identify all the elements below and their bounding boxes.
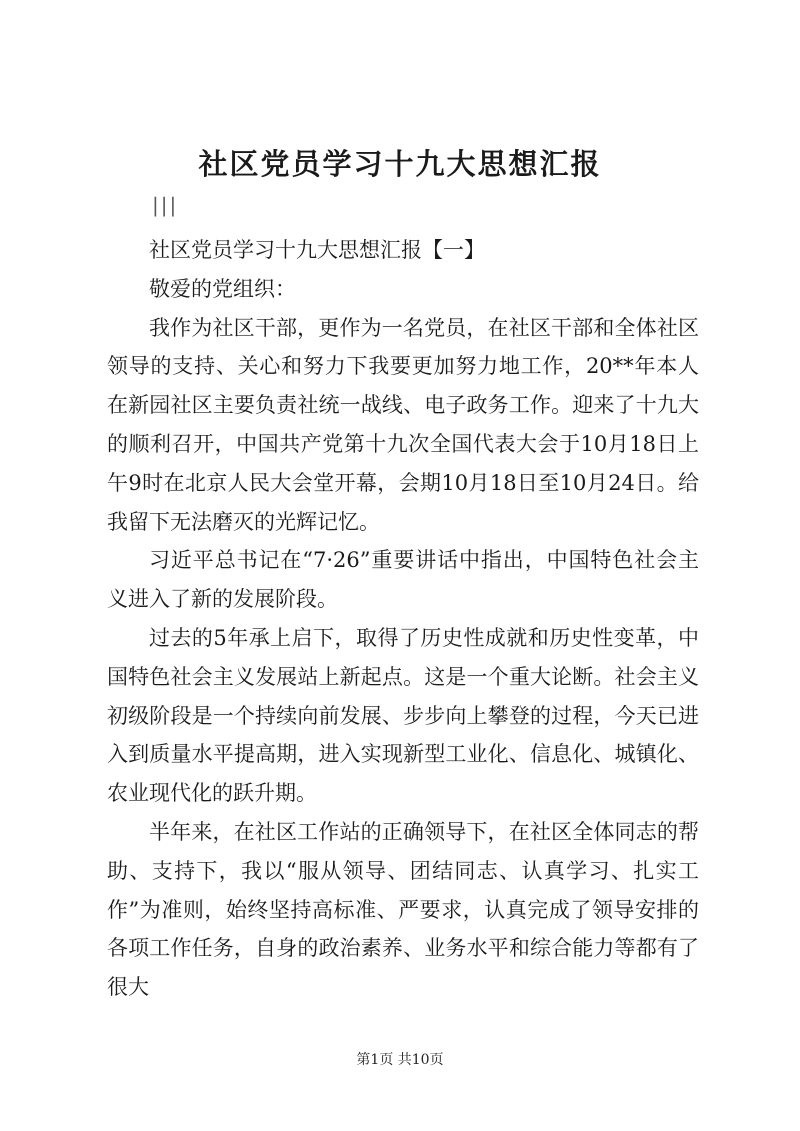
page-number: 第1页 共10页: [356, 1052, 444, 1068]
section-heading: 社区党员学习十九大思想汇报【一】: [149, 238, 485, 262]
body-paragraph: 我作为社区干部，更作为一名党员，在社区干部和全体社区领导的支持、关心和努力下我要更加努力地工作，20**年本人在新园社区主要负责社统一战线、电子政务工作。迎来了十九大的顺利召开，中国共产党第十九次全国代表大会于10月18日上午9时在北京人民大会堂开幕，会期10月18日至10月24日。给我留下无法磨灭的光辉记忆。: [107, 315, 699, 534]
salutation: 敬爱的党组织：: [149, 276, 296, 301]
body-paragraph: 半年来，在社区工作站的正确领导下，在社区全体同志的帮助、支持下，我以“服从领导、团结同志、认真学习、扎实工作”为准则，始终坚持高标准、严要求，认真完成了领导安排的各项工作任务，自身的政治素养、业务水平和综合能力等都有了很大: [107, 819, 699, 1000]
separator-mark: |||: [152, 193, 179, 217]
body-paragraph: 过去的5年承上启下，取得了历史性成就和历史性变革，中国特色社会主义发展站上新起点。这是一个重大论断。社会主义初级阶段是一个持续向前发展、步步向上攀登的过程，今天已进入到质量水平提高期，进入实现新型工业化、信息化、城镇化、农业现代化的跃升期。: [107, 625, 699, 806]
body-paragraph: 习近平总书记在“7·26”重要讲话中指出，中国特色社会主义进入了新的发展阶段。: [107, 548, 699, 612]
document-body: [107, 231, 699, 1007]
document-title: 社区党员学习十九大思想汇报: [198, 147, 602, 181]
